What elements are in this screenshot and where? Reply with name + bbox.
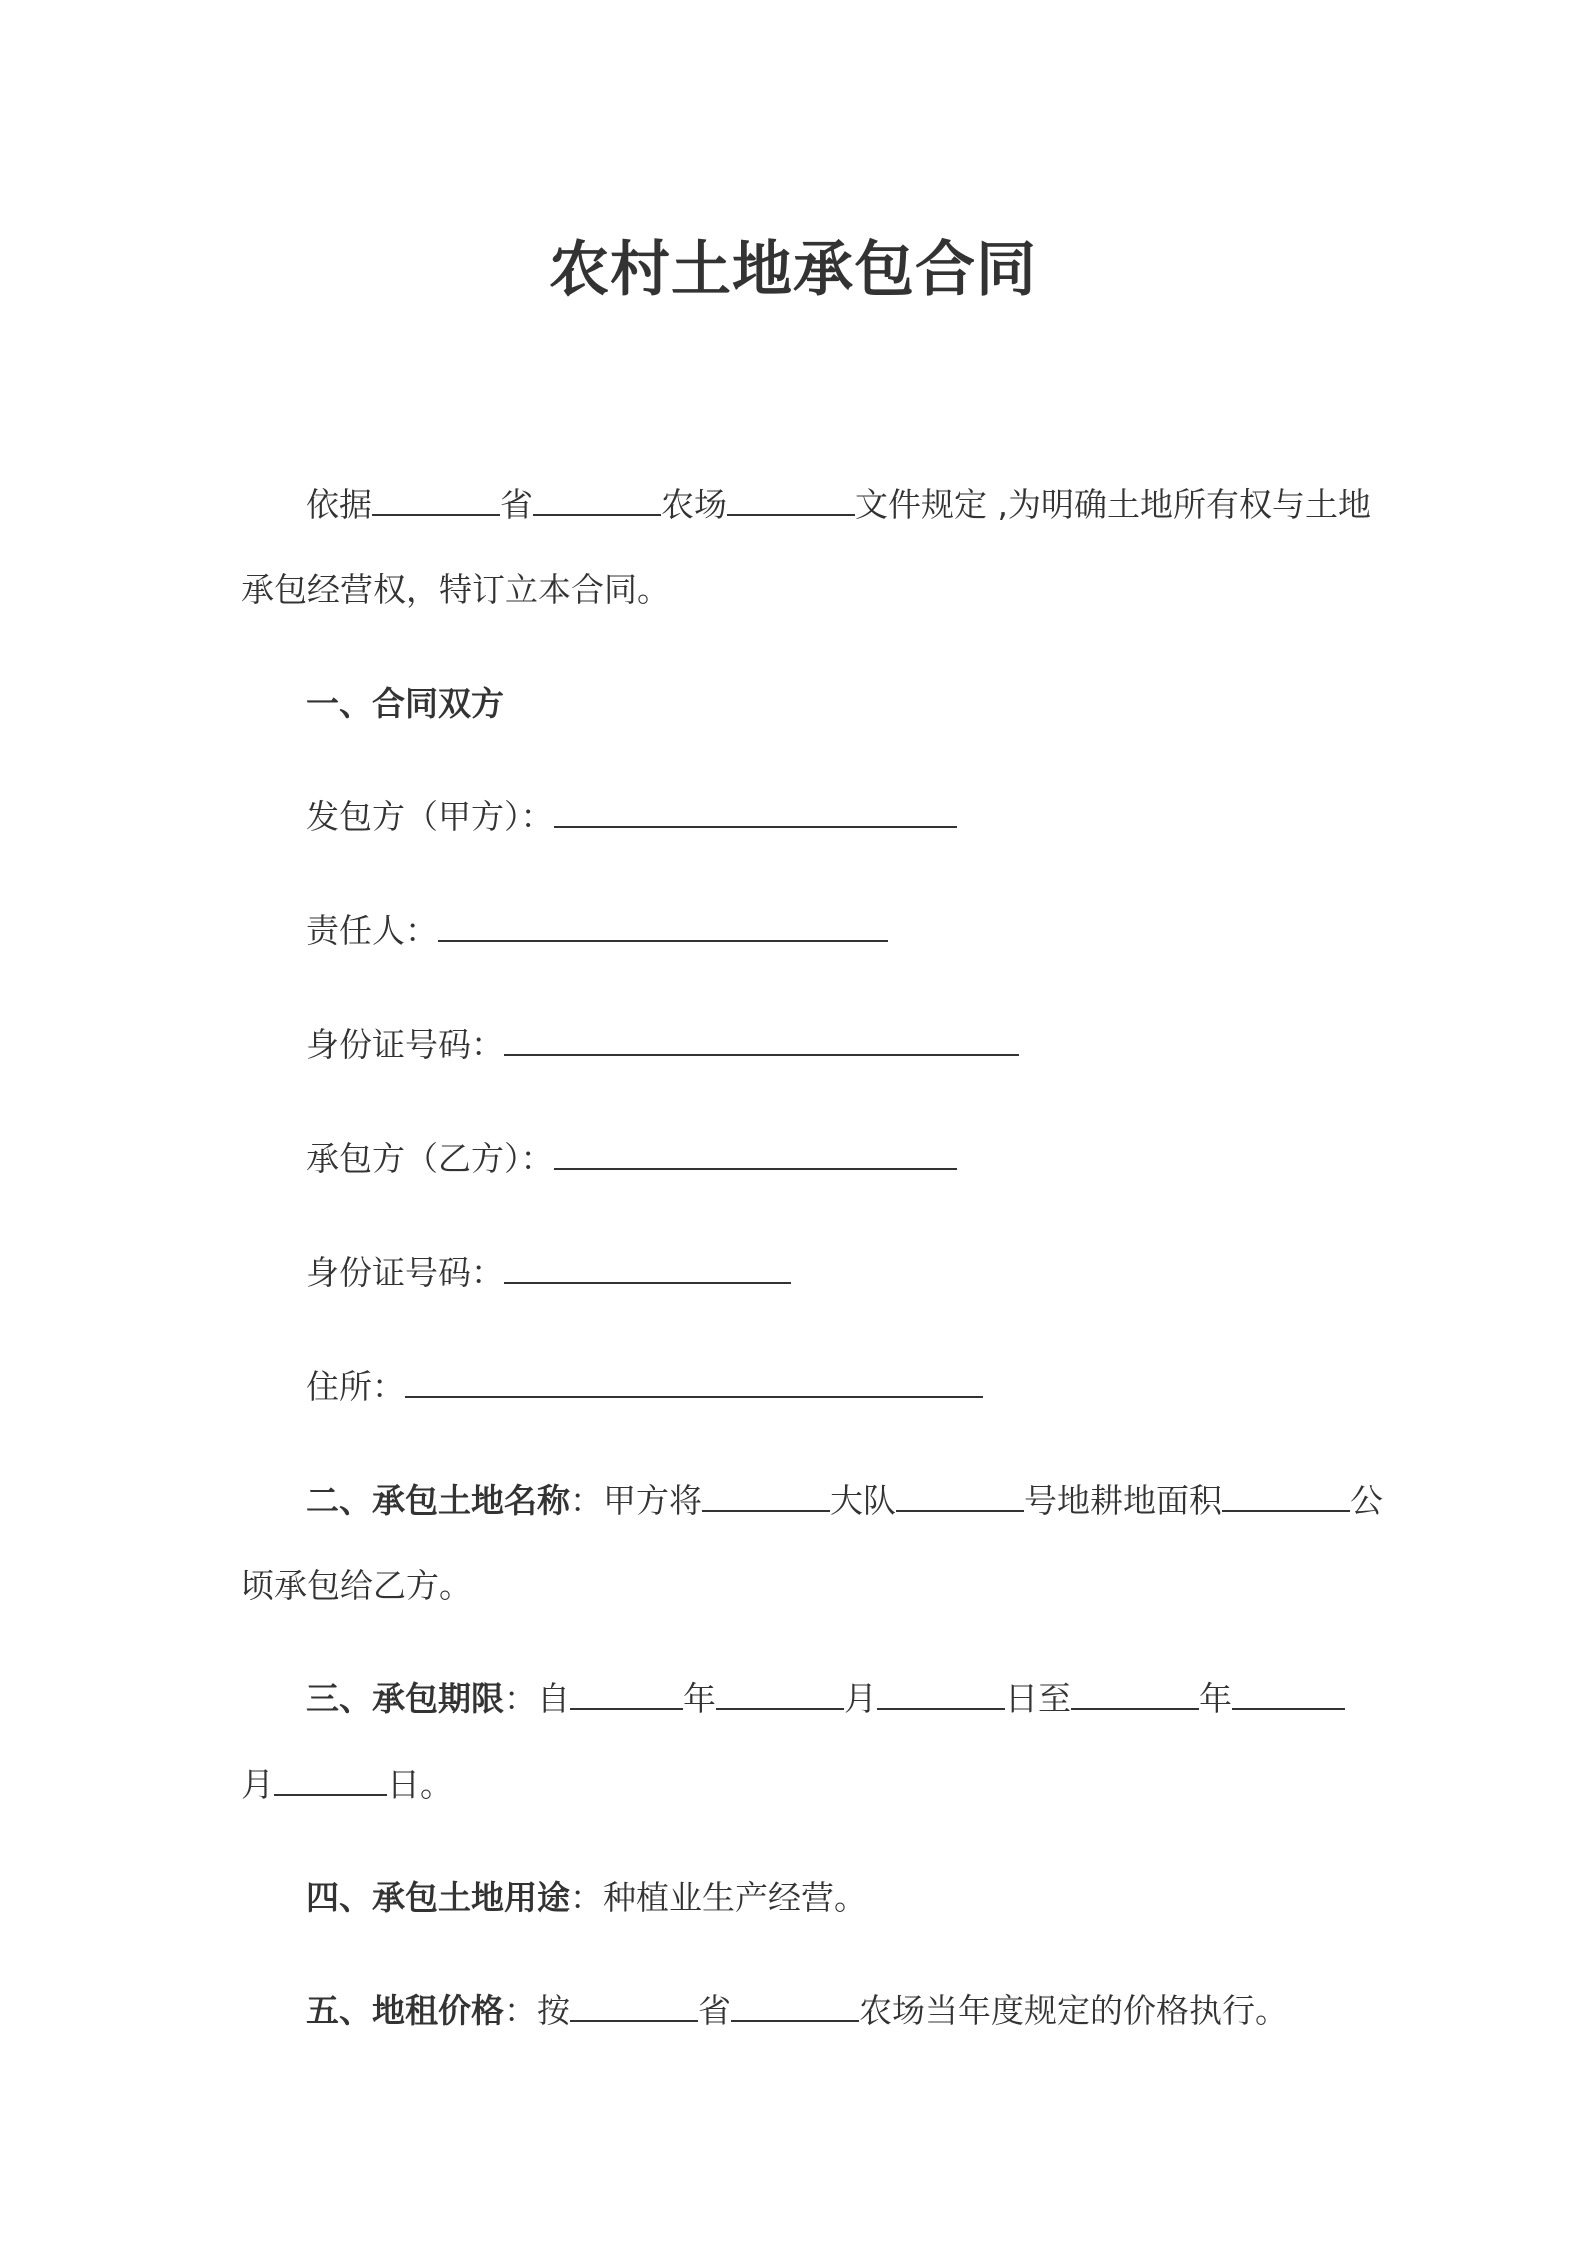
section-3-text: ：自 [504,1679,570,1718]
blank-end-month [1232,1678,1345,1710]
section-3-text: 日。 [387,1765,453,1804]
address-blank [405,1366,983,1398]
blank-area [1222,1480,1350,1512]
section-3-text: 年 [683,1679,716,1718]
section-5-heading: 五、地租价格 [306,1991,504,2030]
address-field [306,1366,983,1407]
intro-line-1 [306,484,1371,525]
section-3-text: 月 [241,1765,274,1804]
section-3-heading: 三、承包期限 [306,1679,504,1718]
document-title: 农村土地承包合同 [549,235,1037,305]
section-4-text: ：种植业生产经营。 [570,1878,867,1917]
blank-end-day [274,1764,387,1796]
employer-field [306,796,957,837]
contractor-blank [554,1138,957,1170]
blank-end-year [1071,1678,1199,1710]
responsible-label: 责任人： [306,911,438,950]
intro-text: 省 [500,485,533,524]
intro-text: 文件规定 ,为明确土地所有权与土地 [855,485,1371,524]
section-2-line-2: 顷承包给乙方。 [241,1566,472,1605]
section-5-text: 农场当年度规定的价格执行。 [859,1991,1288,2030]
responsible-blank [438,910,888,942]
contractor-label: 承包方（乙方）： [306,1139,554,1178]
blank-start-year [570,1678,683,1710]
section-5-text: ：按 [504,1991,570,2030]
blank-province [372,484,500,516]
id-number-blank-1 [504,1024,1019,1056]
section-2-text: 大队 [830,1481,896,1520]
responsible-field [306,910,888,951]
section-1-heading: 一、合同双方 [306,684,504,723]
blank-plot-number [896,1480,1024,1512]
id-number-label-1: 身份证号码： [306,1025,504,1064]
id-number-field-2 [306,1252,791,1293]
id-number-label-2: 身份证号码： [306,1253,504,1292]
section-5-text: 省 [698,1991,731,2030]
section-4-heading: 四、承包土地用途 [306,1878,570,1917]
section-5-line [306,1990,1288,2031]
section-3-text: 月 [844,1679,877,1718]
employer-blank [554,796,957,828]
blank-start-month [716,1678,844,1710]
blank-price-province [570,1990,698,2022]
intro-line-2: 承包经营权，特订立本合同。 [241,570,670,609]
employer-label: 发包方（甲方）： [306,797,554,836]
section-2-line-1 [306,1480,1383,1521]
section-2-text: ：甲方将 [570,1481,702,1520]
section-4-line [306,1878,867,1918]
blank-farm [533,484,661,516]
address-label: 住所： [306,1367,405,1406]
blank-price-farm [731,1990,859,2022]
section-2-text: 公 [1350,1481,1383,1520]
section-3-line-1 [306,1678,1345,1719]
section-2-heading: 二、承包土地名称 [306,1481,570,1520]
blank-document [727,484,855,516]
section-3-text: 日至 [1005,1679,1071,1718]
id-number-blank-2 [504,1252,791,1284]
section-3-line-2 [241,1764,453,1805]
intro-text: 农场 [661,485,727,524]
id-number-field-1 [306,1024,1019,1065]
blank-start-day [877,1678,1005,1710]
section-3-text: 年 [1199,1679,1232,1718]
contractor-field [306,1138,957,1179]
section-2-text: 号地耕地面积 [1024,1481,1222,1520]
intro-text: 依据 [306,485,372,524]
blank-brigade [702,1480,830,1512]
